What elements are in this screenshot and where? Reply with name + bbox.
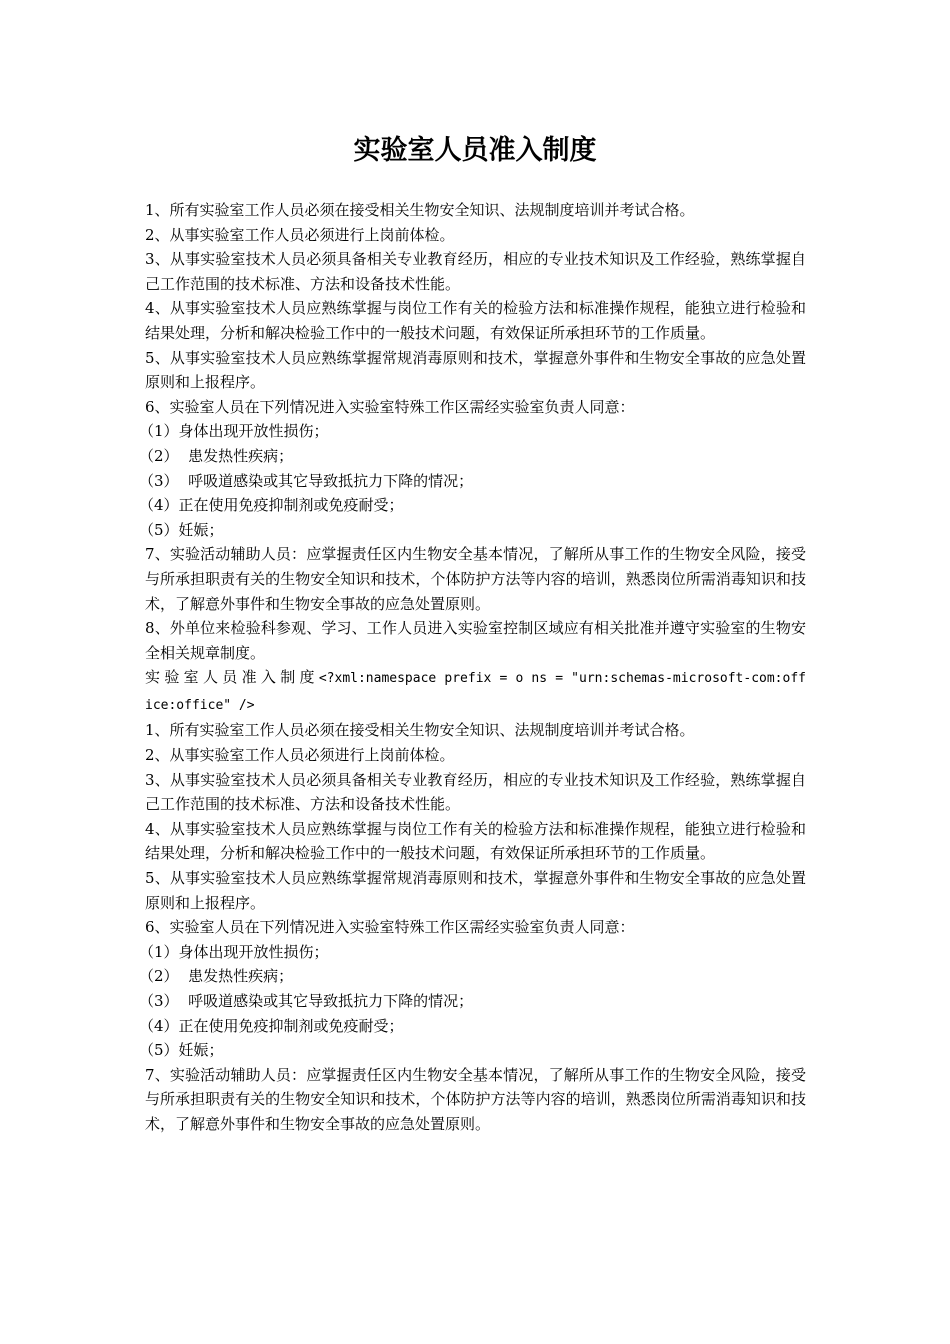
repeated-heading-line [145,665,806,718]
rule-7: 7、实验活动辅助人员：应掌握责任区内生物安全基本情况，了解所从事工作的生物安全风险，接受与所承担职责有关的生物安全知识和技术，个体防护方法等内容的培训，熟悉岗位所需消毒知识和技术，了解意外事件和生物安全事故的应急处置原则。 [145,545,806,613]
condition-3: （3） 呼吸道感染或其它导致抵抗力下降的情况； [139,471,474,490]
condition-5: （5）妊娠； [139,520,224,539]
xml-namespace-artifact: <?xml:namespace prefix = o ns = "urn:schemas-microsoft-com:office:office" /> [145,671,806,713]
rule-1-repeat: 1、所有实验室工作人员必须在接受相关生物安全知识、法规制度培训并考试合格。 [145,721,695,740]
rule-6: 6、实验室人员在下列情况进入实验室特殊工作区需经实验室负责人同意： [145,397,635,416]
condition-2-repeat: （2） 患发热性疾病； [139,967,294,986]
rule-1: 1、所有实验室工作人员必须在接受相关生物安全知识、法规制度培训并考试合格。 [145,201,695,219]
rule-6-repeat: 6、实验室人员在下列情况进入实验室特殊工作区需经实验室负责人同意： [145,918,635,937]
rule-4-repeat: 4、从事实验室技术人员应熟练掌握与岗位工作有关的检验方法和标准操作规程，能独立进行检验和结果处理，分析和解决检验工作中的一般技术问题，有效保证所承担环节的工作质量。 [145,819,806,863]
repeated-heading-text: 实验室人员准入制度 [145,668,319,687]
rule-3-repeat: 3、从事实验室技术人员必须具备相关专业教育经历，相应的专业技术知识及工作经验，熟练掌握自己工作范围的技术标准、方法和设备技术性能。 [145,770,806,814]
rule-2-repeat: 2、从事实验室工作人员必须进行上岗前体检。 [145,746,455,765]
condition-4: （4）正在使用免疫抑制剂或免疫耐受； [139,496,404,515]
document-body [139,198,806,1137]
rule-5-repeat: 5、从事实验室技术人员应熟练掌握常规消毒原则和技术，掌握意外事件和生物安全事故的应急处置原则和上报程序。 [145,869,806,912]
rule-3: 3、从事实验室技术人员必须具备相关专业教育经历，相应的专业技术知识及工作经验，熟练掌握自己工作范围的技术标准、方法和设备技术性能。 [145,250,806,293]
condition-4-repeat: （4）正在使用免疫抑制剂或免疫耐受； [139,1016,404,1035]
condition-1: （1）身体出现开放性损伤； [139,422,329,441]
rule-5: 5、从事实验室技术人员应熟练掌握常规消毒原则和技术，掌握意外事件和生物安全事故的应急处置原则和上报程序。 [145,348,806,392]
condition-1-repeat: （1）身体出现开放性损伤； [139,942,329,961]
condition-3-repeat: （3） 呼吸道感染或其它导致抵抗力下降的情况； [139,992,474,1010]
condition-2: （2） 患发热性疾病； [139,446,294,465]
rule-2: 2、从事实验室工作人员必须进行上岗前体检。 [145,225,455,244]
document-title: 实验室人员准入制度 [353,135,597,166]
rule-7-repeat: 7、实验活动辅助人员：应掌握责任区内生物安全基本情况，了解所从事工作的生物安全风险，接受与所承担职责有关的生物安全知识和技术，个体防护方法等内容的培训，熟悉岗位所需消毒知识和技术，了解意外事件和生物安全事故的应急处置原则。 [145,1065,806,1133]
rule-4: 4、从事实验室技术人员应熟练掌握与岗位工作有关的检验方法和标准操作规程，能独立进行检验和结果处理，分析和解决检验工作中的一般技术问题，有效保证所承担环节的工作质量。 [145,299,806,342]
rule-8: 8、外单位来检验科参观、学习、工作人员进入实验室控制区域应有相关批准并遵守实验室的生物安全相关规章制度。 [145,619,806,662]
condition-5-repeat: （5）妊娠； [139,1041,224,1060]
